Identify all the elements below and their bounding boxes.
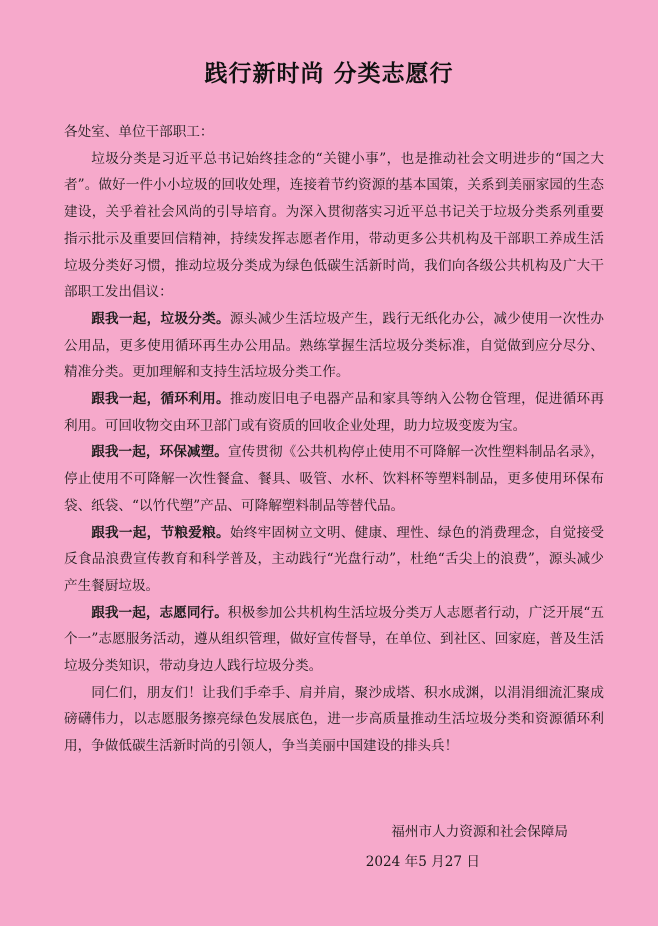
initiative-heading: 跟我一起，垃圾分类。: [91, 310, 230, 327]
initiative-text: 宣传贯彻《公共机构停止使用不可降解一次性塑料制品名录》，停止使用不可降解一次性餐盒、餐具、吸管、水杯、饮料杯等塑料制品，更多使用环保布袋、纸袋、“以竹代塑”产品、可降解塑料制品等替代品。: [64, 444, 604, 514]
initiative-item-1: [64, 306, 604, 386]
closing-paragraph: 同仁们，朋友们！让我们手牵手、肩并肩，聚沙成塔、积水成渊，以涓涓细流汇聚成磅礴伟力，以志愿服务擦亮绿色发展底色，进一步高质量推动生活垃圾分类和资源循环利用，争做低碳生活新时尚的引领人，争当美丽中国建设的排头兵！: [64, 684, 604, 755]
initiative-text: 推动废旧电子电器产品和家具等纳入公物仓管理，促进循环再利用。可回收物交由环卫部门或有资质的回收企业处理，助力垃圾变废为宝。: [64, 391, 604, 434]
document-body: [64, 119, 604, 760]
initiative-item-2: [64, 386, 604, 439]
salutation: 各处室、单位干部职工：: [64, 124, 214, 140]
initiative-item-4: [64, 520, 604, 600]
signature-date: 2024 年5 月27 日: [365, 854, 480, 870]
initiative-text: 始终牢固树立文明、健康、理性、绿色的消费理念，自觉接受反食品浪费宣传教育和科学普及，主动践行“光盘行动”，杜绝“舌尖上的浪费”，源头减少产生餐厨垃圾。: [64, 524, 604, 594]
initiative-heading: 跟我一起，环保减塑。: [91, 444, 228, 461]
initiative-text: 积极参加公共机构生活垃圾分类万人志愿者行动，广泛开展“五个一”志愿服务活动，遵从组织管理，做好宣传督导，在单位、到社区、回家庭，普及生活垃圾分类知识，带动身边人践行垃圾分类。: [64, 604, 604, 675]
initiative-item-3: [64, 439, 604, 519]
initiative-text: 源头减少生活垃圾产生，践行无纸化办公，减少使用一次性办公用品，更多使用循环再生办公用品。熟练掌握生活垃圾分类标准，自觉做到应分尽分、精准分类。更加理解和支持生活垃圾分类工作。: [64, 310, 604, 381]
document-title: 践行新时尚 分类志愿行: [204, 61, 454, 87]
initiative-heading: 跟我一起，循环利用。: [91, 391, 230, 408]
initiative-heading: 跟我一起，节粮爱粮。: [91, 524, 230, 541]
initiative-item-5: [64, 600, 604, 680]
signature-organization: 福州市人力资源和社会保障局: [391, 824, 568, 840]
intro-paragraph: 垃圾分类是习近平总书记始终挂念的“关键小事”，也是推动社会文明进步的“国之大者”。做好一件小小垃圾的回收处理，连接着节约资源的基本国策，关系到美丽家园的生态建设，关乎着社会风尚的引导培育。为深入贯彻落实习近平总书记关于垃圾分类系列重要指示批示及重要回信精神，持续发挥志愿者作用，带动更多公共机构及干部职工养成生活垃圾分类好习惯，推动垃圾分类成为绿色低碳生活新时尚，我们向各级公共机构及广大干部职工发出倡议：: [64, 150, 604, 301]
initiative-heading: 跟我一起，志愿同行。: [91, 604, 228, 621]
